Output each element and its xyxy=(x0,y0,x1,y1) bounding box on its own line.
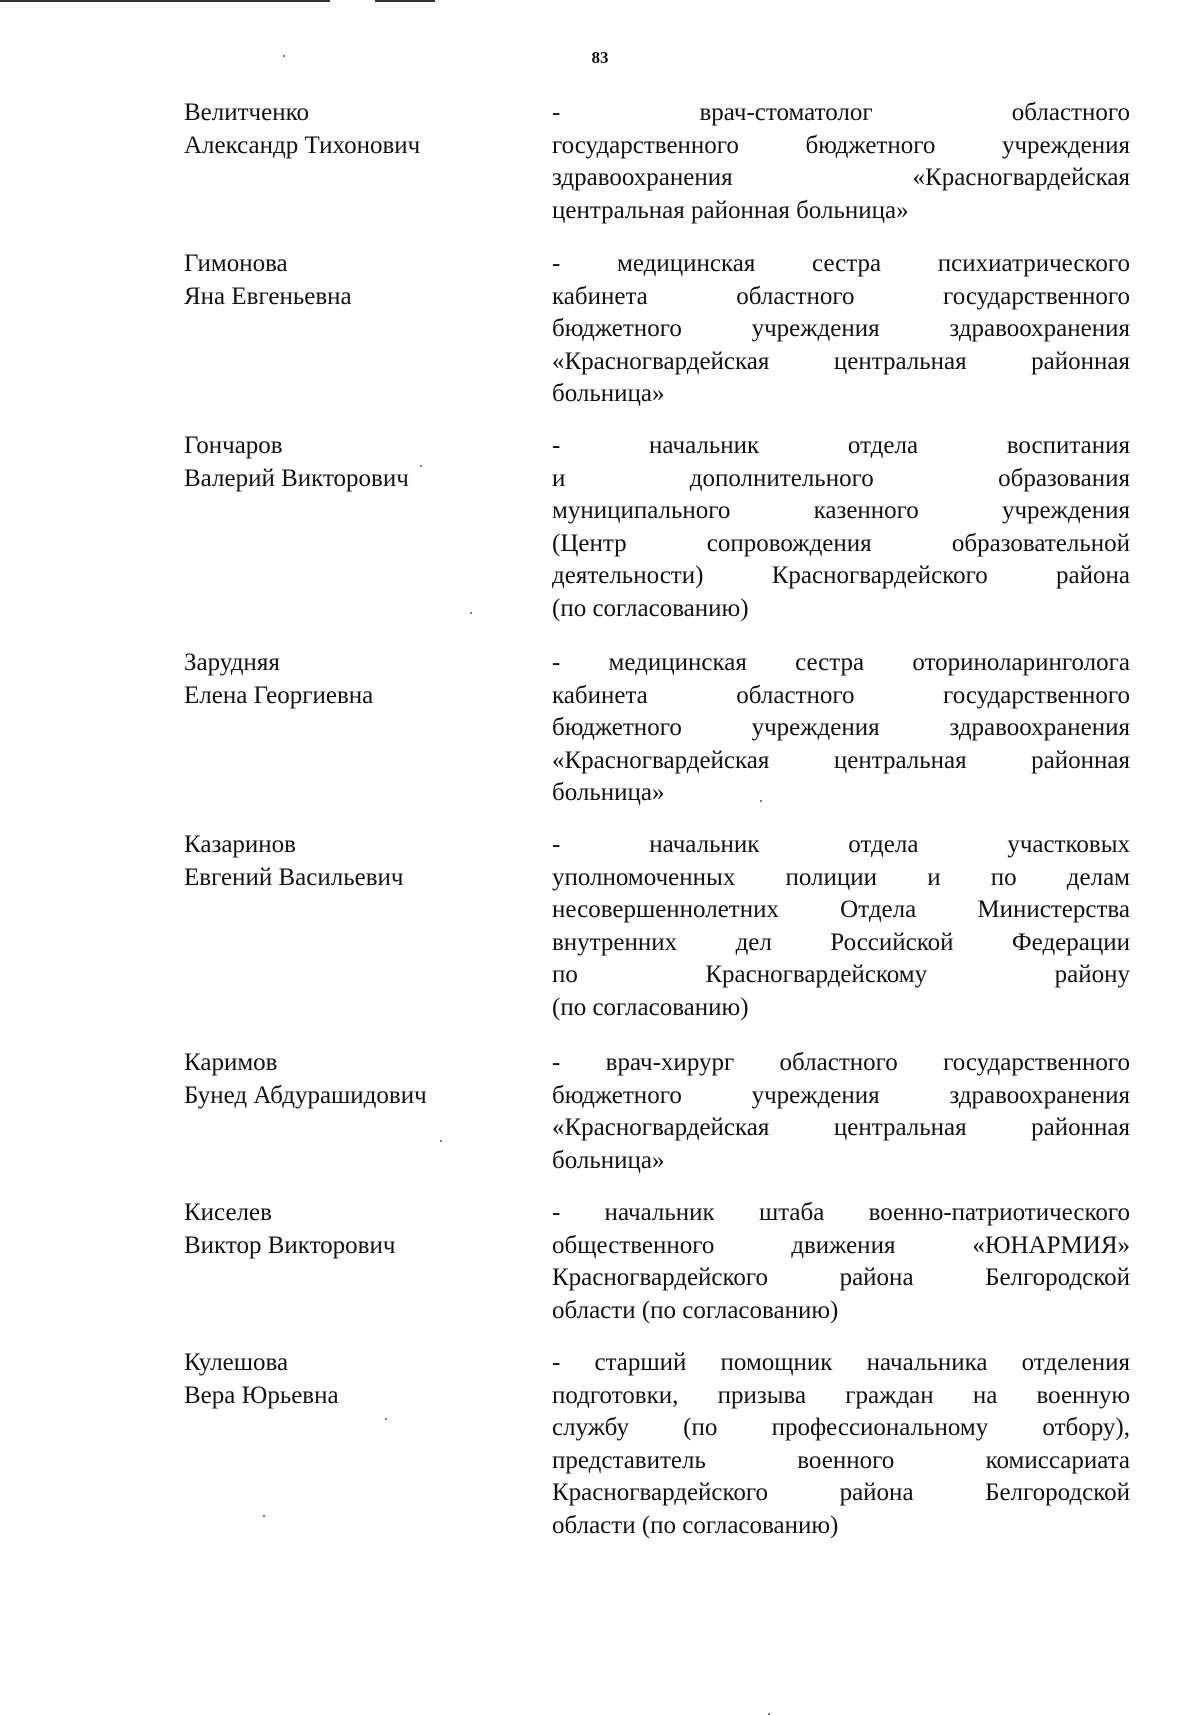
position-line: больница» xyxy=(552,779,665,806)
member-given-names: Елена Георгиевна xyxy=(184,681,374,709)
position-line: области (по согласованию) xyxy=(552,1511,839,1539)
scan-speck xyxy=(760,800,762,802)
member-position xyxy=(552,1347,1130,1542)
position-line: центральная районная больница» xyxy=(552,196,909,224)
member-position xyxy=(552,248,1130,411)
position-line: (по согласованию) xyxy=(552,993,749,1021)
scan-speck xyxy=(470,612,472,614)
member-name xyxy=(184,97,524,162)
member-given-names: Бунед Абдурашидович xyxy=(184,1081,427,1109)
position-line: - врач-хирург областного государственного xyxy=(552,1049,1130,1076)
position-line: «Красногвардейская центральная районная xyxy=(552,746,1130,774)
position-line: здравоохранения «Красногвардейская xyxy=(552,164,1130,191)
member-position xyxy=(552,1047,1130,1177)
member-surname: Каримов xyxy=(184,1049,278,1076)
position-line: представитель военного комиссариата xyxy=(552,1446,1130,1474)
position-line: бюджетного учреждения здравоохранения xyxy=(552,315,1130,342)
position-line: кабинета областного государственного xyxy=(552,282,1130,310)
position-line: и дополнительного образования xyxy=(552,464,1130,492)
member-position xyxy=(552,647,1130,810)
position-line: области (по согласованию) xyxy=(552,1296,839,1324)
member-surname: Киселев xyxy=(184,1199,272,1226)
scan-speck xyxy=(440,1140,442,1142)
member-name xyxy=(184,647,524,712)
member-name xyxy=(184,1047,524,1112)
member-name xyxy=(184,1197,524,1262)
position-line: внутренних дел Российской Федерации xyxy=(552,928,1130,956)
position-line: службу (по профессиональному отбору), xyxy=(552,1414,1130,1441)
scan-speck xyxy=(263,1515,265,1517)
page-number: 83 xyxy=(591,48,609,67)
position-line: - начальник штаба военно-патриотического xyxy=(552,1199,1130,1226)
member-name xyxy=(184,829,524,894)
member-given-names: Яна Евгеньевна xyxy=(184,282,352,310)
position-line: - старший помощник начальника отделения xyxy=(552,1349,1130,1376)
member-position xyxy=(552,430,1130,625)
position-line: - начальник отдела воспитания xyxy=(552,432,1130,459)
scan-speck xyxy=(385,1418,387,1420)
member-position xyxy=(552,1197,1130,1327)
member-surname: Зарудняя xyxy=(184,649,280,676)
position-line: государственного бюджетного учреждения xyxy=(552,131,1130,159)
scan-edge-line xyxy=(375,0,435,2)
position-line: бюджетного учреждения здравоохранения xyxy=(552,714,1130,741)
member-surname: Казаринов xyxy=(184,831,296,858)
position-line: больница» xyxy=(552,380,665,407)
position-line: бюджетного учреждения здравоохранения xyxy=(552,1081,1130,1109)
scan-edge-line xyxy=(0,0,330,2)
scan-speck xyxy=(420,465,422,467)
position-line: Красногвардейского района Белгородской xyxy=(552,1479,1130,1506)
member-given-names: Александр Тихонович xyxy=(184,131,421,159)
position-line: «Красногвардейская центральная районная xyxy=(552,347,1130,375)
member-name xyxy=(184,248,524,313)
scan-speck xyxy=(283,55,285,57)
position-line: Красногвардейского района Белгородской xyxy=(552,1264,1130,1291)
member-name xyxy=(184,430,524,495)
position-line: - медицинская сестра психиатрического xyxy=(552,250,1130,277)
position-line: деятельности) Красногвардейского района xyxy=(552,562,1130,589)
position-line: - медицинская сестра оториноларинголога xyxy=(552,649,1130,676)
member-given-names: Вера Юрьевна xyxy=(184,1381,339,1409)
position-line: «Красногвардейская центральная районная xyxy=(552,1114,1130,1141)
position-line: муниципального казенного учреждения xyxy=(552,497,1130,524)
member-surname: Гимонова xyxy=(184,250,288,277)
position-line: уполномоченных полиции и по делам xyxy=(552,863,1130,891)
member-position xyxy=(552,97,1130,227)
member-given-names: Евгений Васильевич xyxy=(184,863,404,891)
position-line: подготовки, призыва граждан на военную xyxy=(552,1381,1130,1409)
position-line: несовершеннолетних Отдела Министерства xyxy=(552,896,1130,923)
position-line: (Центр сопровождения образовательной xyxy=(552,529,1130,557)
member-surname: Велитченко xyxy=(184,99,309,126)
position-line: - начальник отдела участковых xyxy=(552,831,1130,858)
position-line: - врач-стоматолог областного xyxy=(552,99,1130,126)
position-line: (по согласованию) xyxy=(552,594,749,622)
member-surname: Кулешова xyxy=(184,1349,289,1376)
member-name xyxy=(184,1347,524,1412)
member-surname: Гончаров xyxy=(184,432,283,459)
position-line: общественного движения «ЮНАРМИЯ» xyxy=(552,1231,1130,1259)
member-position xyxy=(552,829,1130,1024)
member-given-names: Виктор Викторович xyxy=(184,1231,396,1259)
position-line: кабинета областного государственного xyxy=(552,681,1130,709)
position-line: по Красногвардейскому району xyxy=(552,961,1130,988)
position-line: больница» xyxy=(552,1146,665,1174)
member-given-names: Валерий Викторович xyxy=(184,464,409,492)
